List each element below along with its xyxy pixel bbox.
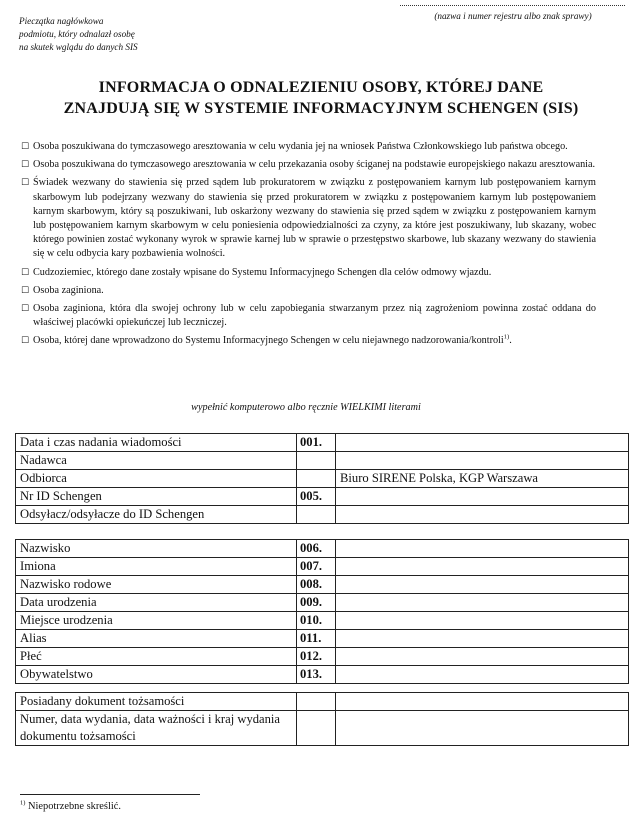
option-text: Cudzoziemiec, którego dane zostały wpisane do Systemu Informacyjnego Schengen dla celów odmowy wjazdu. bbox=[33, 266, 492, 278]
field-label: Imiona bbox=[16, 558, 297, 576]
field-label: Nazwisko bbox=[16, 540, 297, 558]
field-code: 007. bbox=[297, 558, 336, 576]
option-text: Osoba zaginiona. bbox=[33, 284, 104, 296]
field-value[interactable] bbox=[336, 488, 629, 506]
form-row bbox=[16, 434, 629, 452]
form-row bbox=[16, 693, 629, 711]
footnote-text: Niepotrzebne skreślić. bbox=[25, 801, 121, 812]
stamp-line: podmiotu, który odnalazł osobę bbox=[19, 29, 135, 39]
option-text: Osoba poszukiwana do tymczasowego aresztowania w celu przekazania osoby ściganej na podstawie europejskiego nakazu aresztowania. bbox=[33, 159, 596, 171]
checkbox-icon[interactable]: ☐ bbox=[21, 142, 30, 152]
option-text: Osoba zaginiona, która dla swojej ochrony lub w celu zapobiegania stwarzanym przez nią zagrożeniom powinna zostać oddana do właściwej placówki opiekuńczej lub leczniczej. bbox=[33, 303, 596, 329]
form-row bbox=[16, 506, 629, 524]
field-code: 005. bbox=[297, 488, 336, 506]
checkbox-icon[interactable]: ☐ bbox=[21, 160, 30, 171]
field-code: 008. bbox=[297, 576, 336, 594]
field-code: 011. bbox=[297, 630, 336, 648]
register-label: (nazwa i numer rejestru albo znak sprawy) bbox=[434, 11, 592, 21]
checkbox-icon[interactable]: ☐ bbox=[21, 304, 30, 315]
field-value[interactable] bbox=[336, 630, 629, 648]
footnote-rule bbox=[20, 794, 200, 795]
field-value[interactable] bbox=[336, 558, 629, 576]
footnote-mark: 1) bbox=[20, 799, 26, 807]
option-text: Osoba, której dane wprowadzono do Systemu Informacyjnego Schengen w celu niejawnego nadzorowania/kontroli bbox=[33, 335, 504, 347]
form-row bbox=[16, 470, 629, 488]
field-code: 010. bbox=[297, 612, 336, 630]
field-value[interactable]: Biuro SIRENE Polska, KGP Warszawa bbox=[336, 470, 629, 488]
footnote bbox=[20, 801, 121, 812]
field-code bbox=[297, 711, 336, 746]
field-label: Odsyłacz/odsyłacze do ID Schengen bbox=[16, 506, 297, 524]
field-value[interactable] bbox=[336, 506, 629, 524]
field-value[interactable] bbox=[336, 711, 629, 746]
field-value[interactable] bbox=[336, 612, 629, 630]
field-label: Alias bbox=[16, 630, 297, 648]
field-value[interactable] bbox=[336, 576, 629, 594]
option-end: . bbox=[509, 335, 512, 347]
person-table bbox=[15, 539, 629, 684]
stamp-line: na skutek wglądu do danych SIS bbox=[19, 42, 138, 52]
form-row bbox=[16, 540, 629, 558]
stamp-line: Pieczątka nagłówkowa bbox=[19, 16, 104, 26]
field-code bbox=[297, 452, 336, 470]
form-row bbox=[16, 612, 629, 630]
field-label: Odbiorca bbox=[16, 470, 297, 488]
field-value[interactable] bbox=[336, 693, 629, 711]
field-code: 013. bbox=[297, 666, 336, 684]
checkbox-icon[interactable]: ☐ bbox=[21, 285, 30, 296]
field-label: Obywatelstwo bbox=[16, 666, 297, 684]
field-label: Nadawca bbox=[16, 452, 297, 470]
fill-instruction: wypełnić komputerowo albo ręcznie WIELKIMI literami bbox=[191, 402, 421, 413]
option-item bbox=[21, 334, 596, 348]
field-code: 006. bbox=[297, 540, 336, 558]
option-text: Osoba poszukiwana do tymczasowego aresztowania w celu wydania jej na wniosek Państwa Członkowskiego lub państwa obcego. bbox=[33, 141, 568, 152]
form-row bbox=[16, 666, 629, 684]
field-label: Miejsce urodzenia bbox=[16, 612, 297, 630]
field-label: Posiadany dokument tożsamości bbox=[16, 693, 297, 711]
footnote-ref: 1) bbox=[503, 334, 510, 342]
form-row bbox=[16, 452, 629, 470]
register-dotted-line bbox=[400, 5, 625, 6]
option-item bbox=[21, 158, 596, 172]
options-list bbox=[21, 140, 596, 353]
option-item bbox=[21, 176, 596, 261]
field-value[interactable] bbox=[336, 648, 629, 666]
field-value[interactable] bbox=[336, 594, 629, 612]
field-value[interactable] bbox=[336, 434, 629, 452]
option-text: Świadek wezwany do stawienia się przed sądem lub prokuratorem w związku z postępowaniem karnym lub postępowaniem karnym skarbowym lub podejrzany wezwany do stawienia się przed prokuratorem w związku z postępowaniem karnym lub postępowaniem karnym skarbowym, który są poszukiwani, lub oskarżony wezwany do stawienia się przed sądem w związku z postępowaniem karnym lub postępowaniem karnym skarbowym w celu poniesienia odpowiedzialności za czyny, za które jest poszukiwany, lub skazany, wobec którego powinien zostać wykonany wyrok w sprawie karnej lub w sprawie o przestępstwo skarbowe, lub skazany wezwany do stawienia się w celu odbycia kary pozbawienia wolności. bbox=[33, 177, 596, 260]
form-row bbox=[16, 648, 629, 666]
option-item bbox=[21, 302, 596, 330]
form-row bbox=[16, 576, 629, 594]
option-text-wrap bbox=[33, 334, 596, 348]
option-item bbox=[21, 140, 596, 154]
field-code bbox=[297, 693, 336, 711]
document-table bbox=[15, 692, 629, 746]
form-row bbox=[16, 711, 629, 746]
field-code bbox=[297, 506, 336, 524]
checkbox-icon[interactable]: ☐ bbox=[21, 267, 30, 278]
field-value[interactable] bbox=[336, 666, 629, 684]
field-label: Numer, data wydania, data ważności i kraj wydania dokumentu tożsamości bbox=[16, 711, 297, 746]
form-row bbox=[16, 558, 629, 576]
form-row bbox=[16, 488, 629, 506]
field-value[interactable] bbox=[336, 540, 629, 558]
message-table bbox=[15, 433, 629, 524]
form-row bbox=[16, 630, 629, 648]
field-label: Nr ID Schengen bbox=[16, 488, 297, 506]
checkbox-icon[interactable]: ☐ bbox=[21, 178, 30, 189]
document-title bbox=[20, 77, 622, 119]
field-label: Data i czas nadania wiadomości bbox=[16, 434, 297, 452]
field-label: Płeć bbox=[16, 648, 297, 666]
field-code: 001. bbox=[297, 434, 336, 452]
form-row bbox=[16, 594, 629, 612]
title-line: ZNAJDUJĄ SIĘ W SYSTEMIE INFORMACYJNYM SCHENGEN (SIS) bbox=[63, 100, 579, 117]
option-item bbox=[21, 266, 596, 280]
field-label: Data urodzenia bbox=[16, 594, 297, 612]
field-value[interactable] bbox=[336, 452, 629, 470]
title-line: INFORMACJA O ODNALEZIENIU OSOBY, KTÓREJ DANE bbox=[98, 79, 544, 96]
header-stamp bbox=[19, 15, 199, 54]
option-item bbox=[21, 284, 596, 298]
field-code: 012. bbox=[297, 648, 336, 666]
checkbox-icon[interactable]: ☐ bbox=[21, 336, 30, 347]
field-code bbox=[297, 470, 336, 488]
field-code: 009. bbox=[297, 594, 336, 612]
field-label: Nazwisko rodowe bbox=[16, 576, 297, 594]
